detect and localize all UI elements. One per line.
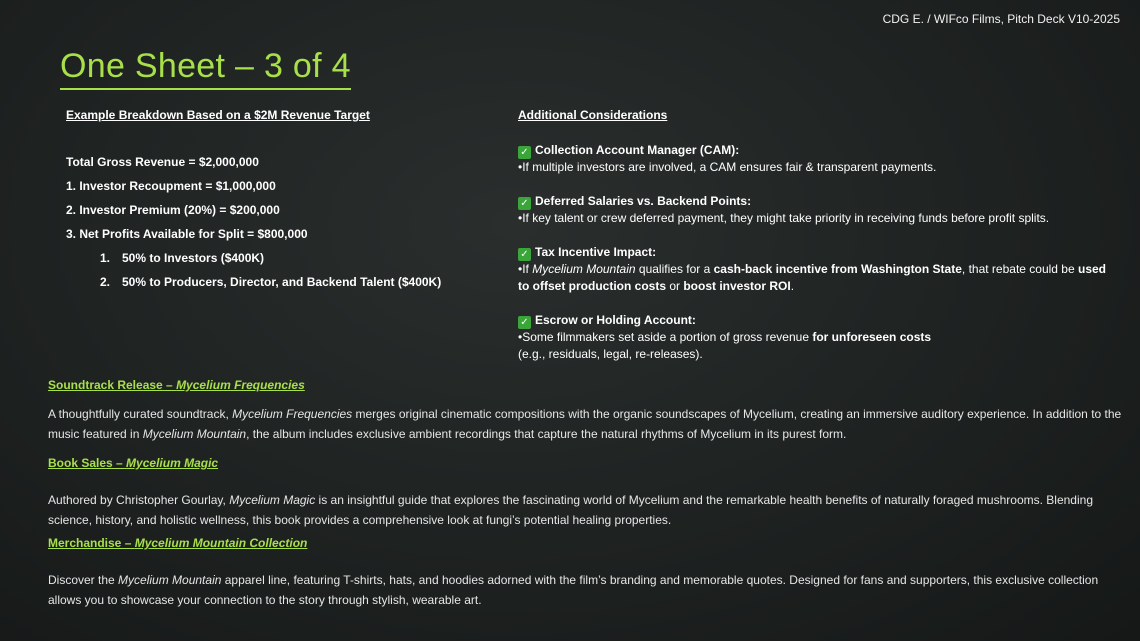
split-item: 1. 50% to Investors ($400K)	[100, 251, 265, 265]
revenue-breakdown	[66, 108, 486, 294]
split-item: 2. 50% to Producers, Director, and Backend Talent ($400K)	[100, 275, 442, 289]
breakdown-line: 2. Investor Premium (20%) = $200,000	[66, 203, 280, 217]
breakdown-line: 3. Net Profits Available for Split = $800,000	[66, 227, 308, 241]
soundtrack-body: A thoughtfully curated soundtrack, Mycelium Frequencies merges original cinematic compositions with the organic soundscapes of Mycelium, creating an immersive auditory experience. In addition to the music featured in Mycelium Mountain, the album includes exclusive ambient recordings that capture the natural rhythms of Mycelium in its purest form.	[48, 407, 1122, 441]
book-section	[48, 456, 1123, 530]
deck-credit: CDG E. / WIFco Films, Pitch Deck V10-2025	[882, 12, 1120, 26]
breakdown-heading: Example Breakdown Based on a $2M Revenue Target	[66, 108, 370, 122]
consideration-item: ✓ Deferred Salaries vs. Backend Points: •If key talent or crew deferred payment, they might take priority in receiving funds before profit splits.	[518, 194, 1050, 225]
book-body: Authored by Christopher Gourlay, Mycelium Magic is an insightful guide that explores the fascinating world of Mycelium and the remarkable health benefits of naturally foraged mushrooms. Blending science, history, and holistic wellness, this book provides a comprehensive look at fungi’s potential healing properties.	[48, 493, 1093, 527]
breakdown-line: 1. Investor Recoupment = $1,000,000	[66, 179, 276, 193]
merch-heading: Merchandise – Mycelium Mountain Collection	[48, 536, 308, 550]
checkmark-icon: ✓	[518, 316, 531, 329]
checkmark-icon: ✓	[518, 197, 531, 210]
breakdown-line: Total Gross Revenue = $2,000,000	[66, 155, 259, 169]
considerations-heading: Additional Considerations	[518, 108, 668, 122]
consideration-item: ✓ Collection Account Manager (CAM): •If multiple investors are involved, a CAM ensures fair & transparent payments.	[518, 143, 937, 174]
soundtrack-heading: Soundtrack Release – Mycelium Frequencies	[48, 378, 305, 392]
merch-section	[48, 536, 1123, 610]
checkmark-icon: ✓	[518, 146, 531, 159]
checkmark-icon: ✓	[518, 248, 531, 261]
book-heading: Book Sales – Mycelium Magic	[48, 456, 219, 470]
consideration-item: ✓ Tax Incentive Impact: •If Mycelium Mountain qualifies for a cash-back incentive from Washington State, that rebate could be used to offset production costs or boost investor ROI.	[518, 245, 1107, 293]
soundtrack-section	[48, 378, 1123, 444]
additional-considerations	[518, 108, 1118, 380]
consideration-item: ✓ Escrow or Holding Account: •Some filmmakers set aside a portion of gross revenue for unforeseen costs (e.g., residuals, legal, re-releases).	[518, 313, 932, 361]
page-title: One Sheet – 3 of 4	[60, 44, 351, 90]
merch-body: Discover the Mycelium Mountain apparel line, featuring T-shirts, hats, and hoodies adorned with the film’s branding and memorable quotes. Designed for fans and supporters, this exclusive collection allows you to showcase your connection to the story through stylish, wearable art.	[48, 573, 1099, 607]
